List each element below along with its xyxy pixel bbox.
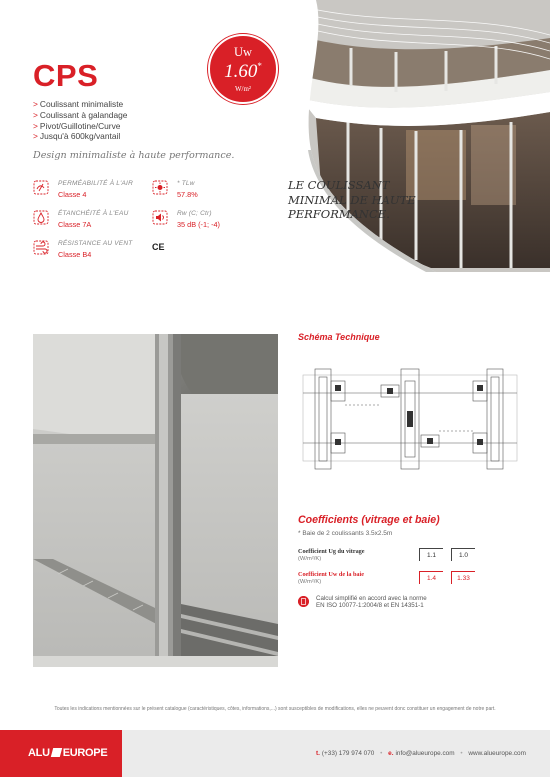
feature-item: > Pivot/Guillotine/Curve xyxy=(33,120,121,131)
chevron-right-icon: > xyxy=(33,109,38,120)
contact-info: t. (+33) 179 974 070 • e. info@alueurope.com • www.alueurope.com xyxy=(316,750,526,757)
schema-title: Schéma Technique xyxy=(298,332,380,342)
ug-value-2: 1.0 xyxy=(451,548,475,561)
uw-value: 1.60* xyxy=(224,61,262,82)
wind-resistance-icon xyxy=(33,240,49,255)
alueurope-logo: ALU EUROPE xyxy=(28,747,108,759)
uw-label: Uw xyxy=(233,45,253,59)
uw-value-1: 1.4 xyxy=(419,571,443,584)
feature-list xyxy=(33,99,127,142)
feature-item: > Jusqu'à 600kg/vantail xyxy=(33,131,121,142)
email-link[interactable]: info@alueurope.com xyxy=(395,750,455,757)
calculation-note: Calcul simplifié en accord avec la norme EN ISO 10077-1:2004/8 et EN 14351-1 xyxy=(316,595,427,610)
air-permeability-icon xyxy=(33,180,49,195)
sliding-door-photo xyxy=(33,334,278,667)
technical-drawing xyxy=(297,355,523,485)
coef-row-uw: Coefficient Uw de la baie (W/m²/K) xyxy=(298,571,364,585)
building-photo xyxy=(256,0,550,272)
uw-unit: W/m² xyxy=(234,85,252,93)
phone-number: (+33) 179 974 070 xyxy=(321,750,375,757)
water-tightness-icon xyxy=(33,210,49,225)
uw-value-2: 1.33 xyxy=(451,571,475,584)
chevron-right-icon: > xyxy=(33,99,38,109)
uw-badge xyxy=(208,34,278,104)
chevron-right-icon: > xyxy=(33,131,38,142)
product-title: CPS xyxy=(33,58,99,93)
sun-light-icon xyxy=(152,180,168,195)
slogan: LE COULISSANT MINIMAL DE HAUTE PERFORMANCE. xyxy=(288,178,416,221)
ug-value-1: 1.1 xyxy=(419,548,443,561)
chevron-right-icon: > xyxy=(33,120,38,131)
ce-mark: CE xyxy=(152,242,165,252)
disclaimer: Toutes les indications mentionnées sur le présent catalogue (caractéristiques, côtes, informations,...) sont susceptibles de modifications, elles ne peuvent donc constituer un engagement de notre part. xyxy=(54,706,496,712)
feature-item: > Coulissant à galandage xyxy=(33,109,128,120)
coef-row-ug: Coefficient Ug du vitrage (W/m²/K) xyxy=(298,548,365,562)
logo-mark-icon xyxy=(51,748,62,757)
feature-item: > Coulissant minimaliste xyxy=(33,99,124,109)
acoustic-icon xyxy=(152,210,168,225)
website-link[interactable]: www.alueurope.com xyxy=(468,750,526,757)
coefficients-title: Coefficients (vitrage et baie) xyxy=(298,514,440,526)
document-icon xyxy=(298,596,309,607)
coefficients-note: * Baie de 2 coulissants 3.5x2.5m xyxy=(298,530,393,537)
tagline: Design minimaliste à haute performance. xyxy=(33,150,235,161)
